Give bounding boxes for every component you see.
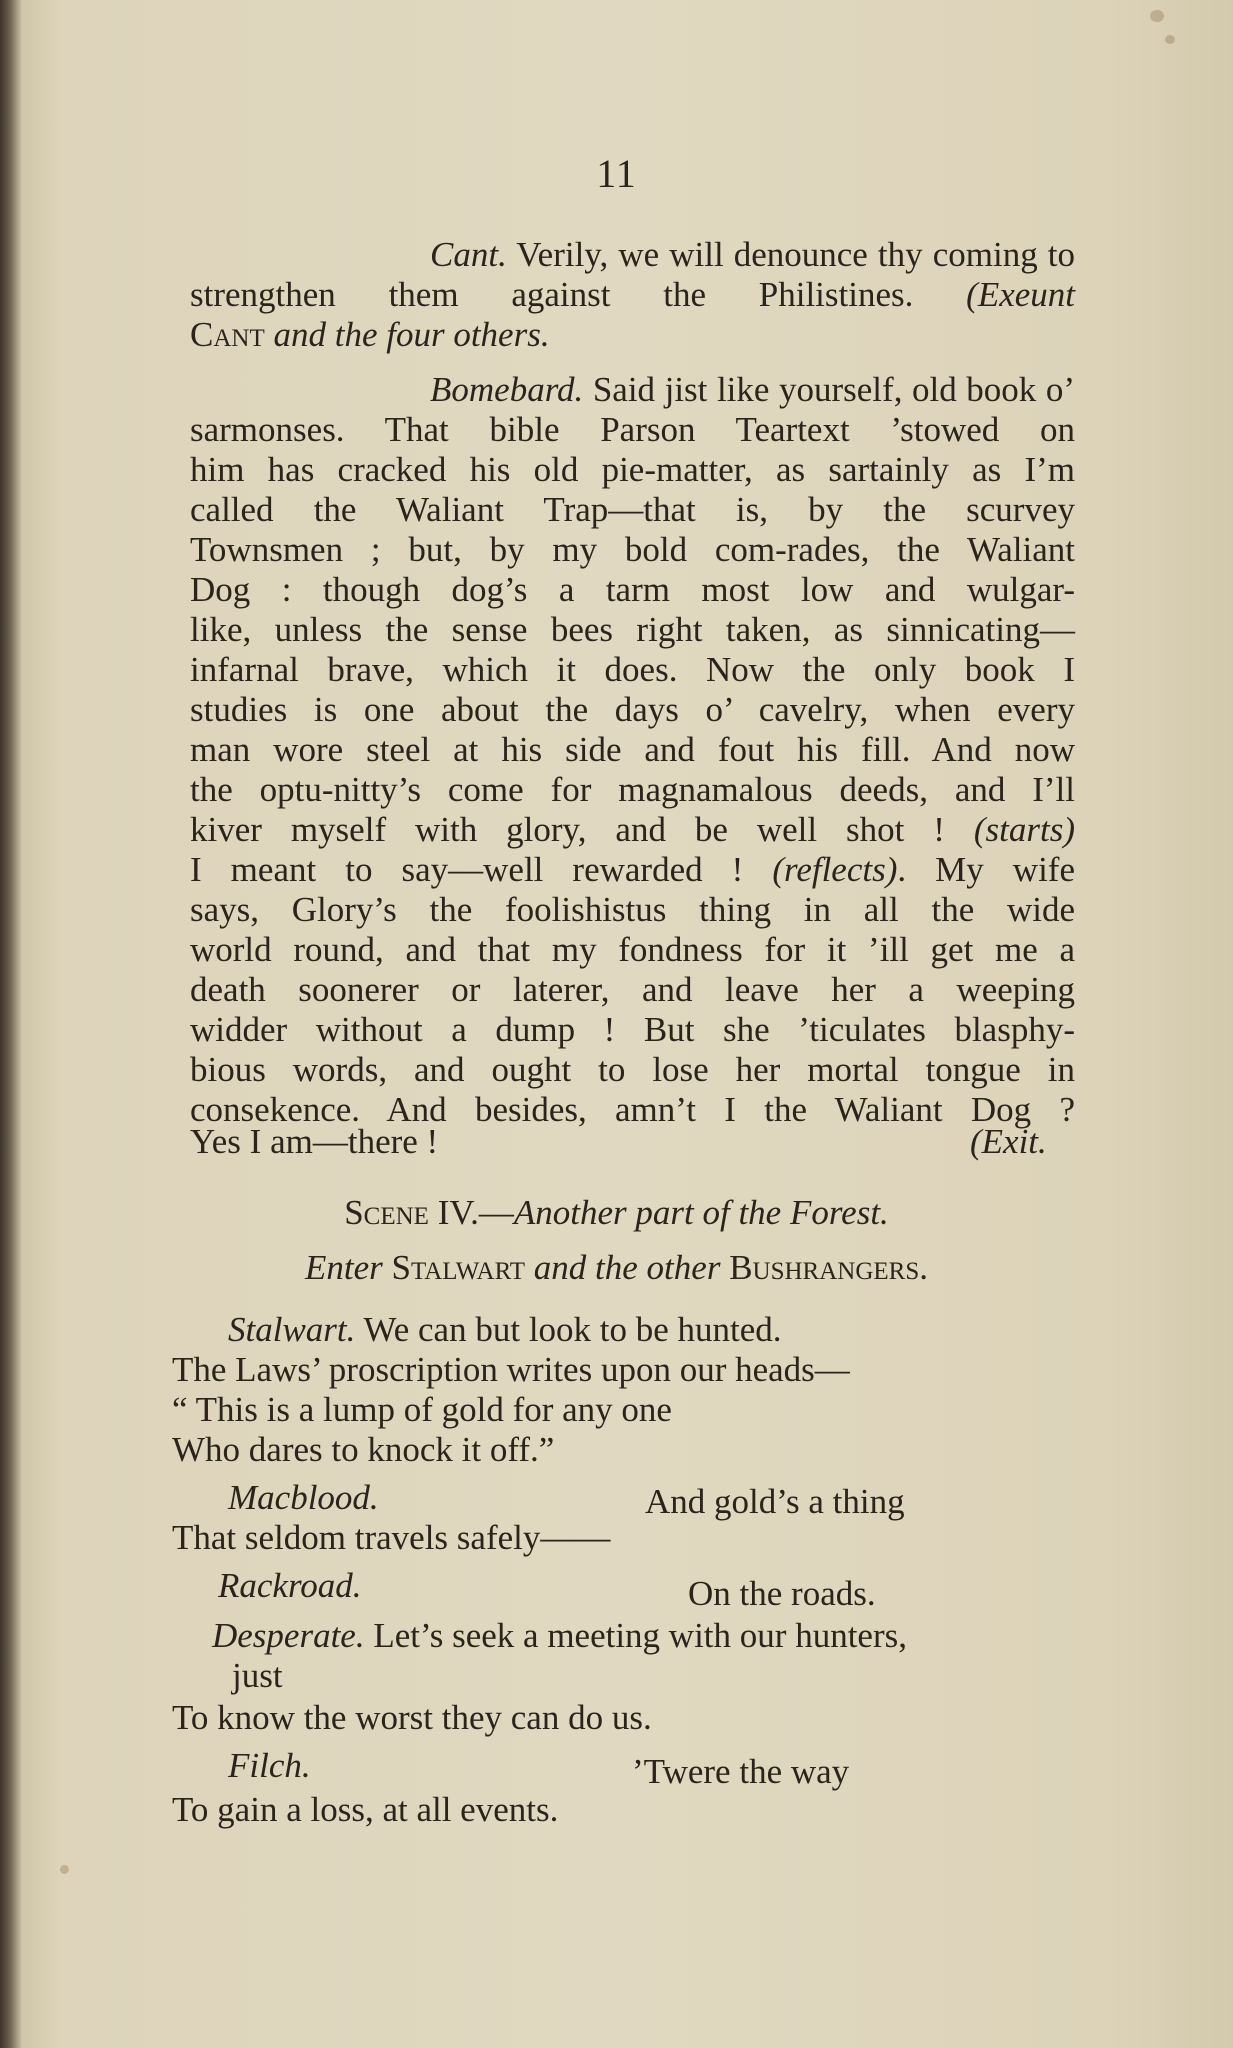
text-run: widder without a dump ! But she ’ticulates blasphy- xyxy=(190,1010,1075,1049)
prose-line xyxy=(190,650,1075,690)
verse-line xyxy=(172,1790,558,1830)
text-run: infarnal brave, which it does. Now the only book I xyxy=(190,650,1075,689)
verse-line xyxy=(645,1482,905,1522)
ink-spot xyxy=(1165,35,1175,44)
text-run: Cant xyxy=(190,315,265,354)
prose-line xyxy=(190,890,1075,930)
text-run: Desperate. xyxy=(212,1616,365,1655)
text-run: (starts) xyxy=(973,810,1075,849)
verse-line xyxy=(172,1430,554,1470)
prose-line xyxy=(190,730,1075,770)
text-run: and the four others. xyxy=(264,315,550,354)
prose-line xyxy=(190,770,1075,810)
prose-line xyxy=(190,1122,438,1162)
ink-spot xyxy=(1150,10,1164,22)
text-run: The Laws’ proscription writes upon our heads— xyxy=(172,1350,850,1389)
verse-line xyxy=(632,1752,849,1792)
text-run: the optu-nitty’s come for magnamalous deeds, and I’ll xyxy=(190,770,1075,809)
text-run: Scene xyxy=(344,1193,429,1232)
scene-heading xyxy=(0,1193,1233,1233)
text-run: strengthen them against the Philistines. xyxy=(190,275,967,314)
prose-line xyxy=(190,810,1075,850)
text-run: Stalwart xyxy=(391,1248,526,1287)
text-run: consekence. And besides, amn’t I the Waliant Dog ? xyxy=(190,1090,1075,1129)
verse-line xyxy=(228,1746,311,1786)
text-run: (Exeunt xyxy=(966,275,1075,314)
text-run: him has cracked his old pie-matter, as sartainly as I’m xyxy=(190,450,1075,489)
text-run: We can but look to be hunted. xyxy=(355,1310,782,1349)
text-run: Macblood. xyxy=(228,1478,379,1517)
text-run: just xyxy=(232,1656,283,1695)
prose-line xyxy=(190,850,1075,890)
prose-line xyxy=(190,1010,1075,1050)
text-run: Yes I am—there ! xyxy=(190,1122,439,1161)
text-run: Townsmen ; but, by my bold com-rades, the Waliant xyxy=(190,530,1075,569)
text-run: Another part of the Forest. xyxy=(513,1193,889,1232)
text-run: Filch. xyxy=(228,1746,311,1785)
exit-stage-direction: (Exit. xyxy=(970,1122,1047,1161)
prose-line xyxy=(190,315,550,355)
verse-line xyxy=(232,1656,283,1696)
prose-line xyxy=(190,930,1075,970)
verse-line xyxy=(172,1518,610,1558)
text-run: Bomebard. xyxy=(430,370,584,409)
prose-line xyxy=(190,970,1075,1010)
scene-entrance-direction xyxy=(0,1248,1233,1288)
text-run: Rackroad. xyxy=(218,1566,362,1605)
text-run: man wore steel at his side and fout his fill. And now xyxy=(190,730,1075,769)
verse-line xyxy=(228,1478,379,1518)
text-run: sarmonses. That bible Parson Teartext ’stowed on xyxy=(190,410,1075,449)
verse-line xyxy=(228,1310,782,1350)
verse-line xyxy=(172,1698,652,1738)
text-run: Stalwart. xyxy=(228,1310,356,1349)
text-run: Let’s seek a meeting with our hunters, xyxy=(364,1616,907,1655)
prose-line xyxy=(190,490,1075,530)
text-run: And gold’s a thing xyxy=(645,1482,905,1521)
text-run xyxy=(383,1248,392,1287)
text-run: “ This is a lump of gold for any one xyxy=(172,1390,672,1429)
text-run: IV.— xyxy=(428,1193,514,1232)
ink-spot xyxy=(60,1865,69,1874)
text-run: (reflects) xyxy=(772,850,898,889)
text-run: called the Waliant Trap—that is, by the scurvey xyxy=(190,490,1075,529)
text-run: studies is one about the days o’ cavelry, when every xyxy=(190,690,1075,729)
text-run: ’Twere the way xyxy=(632,1752,850,1791)
text-run: and the other xyxy=(525,1248,730,1287)
text-run: Verily, we will denounce thy coming to xyxy=(506,235,1075,274)
prose-line xyxy=(190,1050,1075,1090)
text-run: On the roads. xyxy=(688,1574,876,1613)
text-run: To gain a loss, at all events. xyxy=(172,1790,559,1829)
prose-line xyxy=(190,610,1075,650)
prose-line xyxy=(430,370,1075,410)
text-run: Said jist like yourself, old book o’ xyxy=(583,370,1075,409)
text-run: I meant to say—well rewarded ! xyxy=(190,850,773,889)
text-run: kiver myself with glory, and be well shot ! xyxy=(190,810,974,849)
prose-line xyxy=(190,530,1075,570)
verse-line xyxy=(172,1350,850,1390)
text-run: Dog : though dog’s a tarm most low and wulgar- xyxy=(190,570,1075,609)
prose-line xyxy=(430,235,1075,275)
text-run: Cant. xyxy=(430,235,507,274)
text-run: Bushrangers. xyxy=(729,1248,928,1287)
text-run: . My wife xyxy=(897,850,1075,889)
text-run: death soonerer or laterer, and leave her a weeping xyxy=(190,970,1075,1009)
prose-line xyxy=(190,570,1075,610)
prose-line xyxy=(190,410,1075,450)
text-run: world round, and that my fondness for it ’ill get me a xyxy=(190,930,1075,969)
prose-line xyxy=(190,450,1075,490)
text-run: like, unless the sense bees right taken, as sinnicating— xyxy=(190,610,1075,649)
verse-line xyxy=(172,1390,672,1430)
text-run: That seldom travels safely—— xyxy=(172,1518,611,1557)
verse-line xyxy=(688,1574,876,1614)
text-run: Enter xyxy=(305,1248,383,1287)
prose-line xyxy=(190,690,1075,730)
verse-line xyxy=(212,1616,907,1656)
prose-line xyxy=(190,275,1075,315)
text-run: To know the worst they can do us. xyxy=(172,1698,652,1737)
text-run: says, Glory’s the foolishistus thing in all the wide xyxy=(190,890,1075,929)
verse-line xyxy=(218,1566,362,1606)
page-number: 11 xyxy=(596,151,637,196)
text-run: bious words, and ought to lose her mortal tongue in xyxy=(190,1050,1075,1089)
text-run: Who dares to knock it off.” xyxy=(172,1430,555,1469)
